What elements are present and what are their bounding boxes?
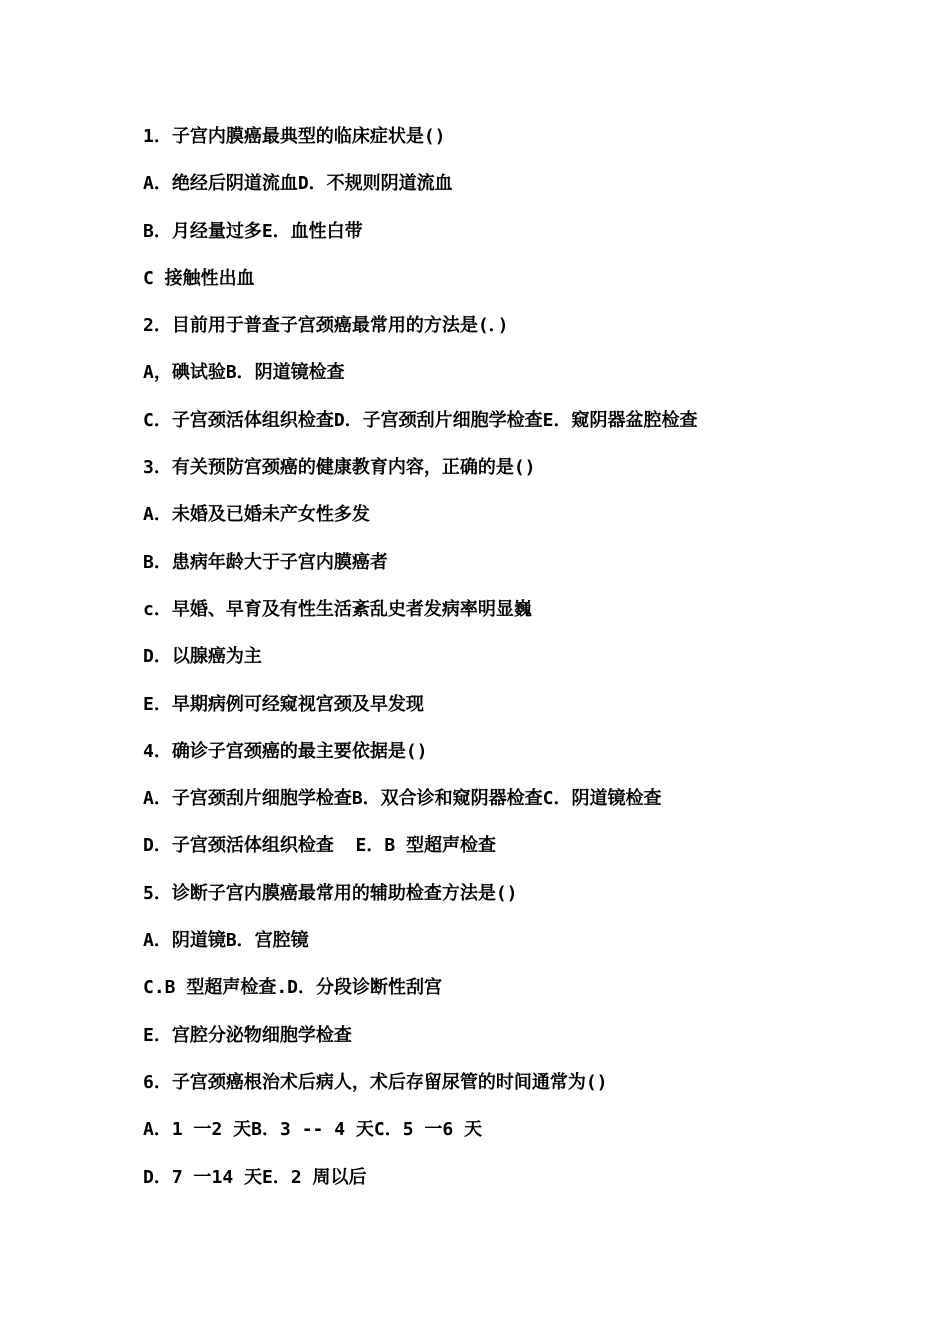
- question-1-option-c: C 接触性出血: [143, 267, 255, 289]
- question-6-options-d-e: D．7 一14 天E．2 周以后: [143, 1166, 367, 1188]
- question-4: 4．确诊子宫颈癌的最主要依据是(): [143, 740, 428, 762]
- question-2-options-c-d-e: C．子宫颈活体组织检查D．子宫颈刮片细胞学检查E．窥阴器盆腔检查: [143, 409, 698, 431]
- question-3-option-a: A．未婚及已婚未产女性多发: [143, 504, 370, 526]
- question-5-option-e: E．宫腔分泌物细胞学检查: [143, 1024, 352, 1046]
- question-1: 1．子宫内膜癌最典型的临床症状是(): [143, 126, 446, 147]
- question-5-options-a-b: A．阴道镜B．宫腔镜: [143, 930, 309, 952]
- question-1-options-b-e: B．月经量过多E．血性白带: [143, 220, 363, 242]
- question-2: 2．目前用于普查子宫颈癌最常用的方法是(．): [143, 315, 509, 337]
- question-5-options-c-d: C.B 型超声检查.D．分段诊断性刮宫: [143, 977, 443, 999]
- question-4-options-d-e: D．子宫颈活体组织检查 E．B 型超声检查: [143, 835, 497, 857]
- question-2-options-a-b: A，碘试验B．阴道镜检查: [143, 362, 345, 384]
- question-5: 5．诊断子宫内膜癌最常用的辅助检查方法是(): [143, 882, 518, 904]
- question-3: 3．有关预防宫颈癌的健康教育内容，正确的是(): [143, 457, 536, 479]
- question-3-option-e: E．早期病例可经窥视宫颈及早发现: [143, 693, 424, 715]
- question-3-option-b: B．患病年龄大于子宫内膜癌者: [143, 551, 388, 573]
- document-body: [143, 118, 923, 1206]
- question-3-option-d: D．以腺癌为主: [143, 646, 262, 668]
- question-4-options-a-b-c: A．子宫颈刮片细胞学检查B．双合诊和窥阴器检查C．阴道镜检查: [143, 788, 662, 810]
- question-1-options-a-d: A．绝经后阴道流血D．不规则阴道流血: [143, 173, 453, 195]
- question-6: 6．子宫颈癌根治术后病人，术后存留尿管的时间通常为(): [143, 1071, 608, 1093]
- question-3-option-c: c．早婚、早育及有性生活紊乱史者发病率明显巍: [143, 598, 532, 620]
- question-6-options-a-b-c: A．1 一2 天B．3 -- 4 天C．5 一6 天: [143, 1119, 483, 1141]
